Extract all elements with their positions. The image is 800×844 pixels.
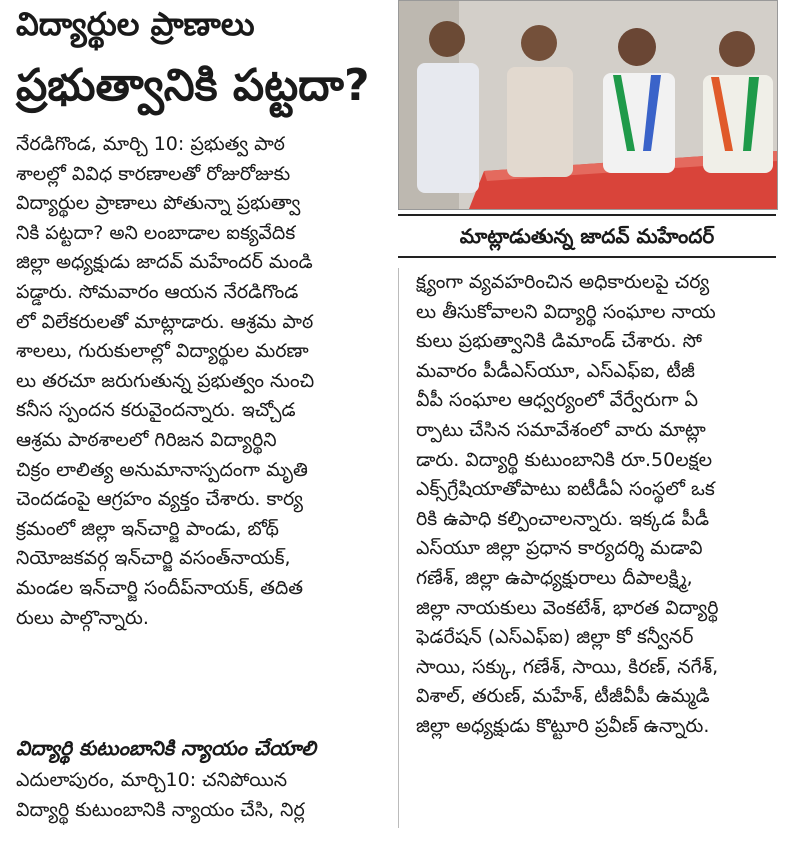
headline-line-2: ప్రభుత్వానికి పట్టదా? [16, 60, 370, 111]
text-line: రికి ఉపాధి కల్పించాలన్నారు. ఇక్కడ పీడీ [416, 507, 710, 530]
text-line: డారు. విద్యార్థి కుటుంబానికి రూ.50లక్షల [416, 448, 713, 471]
text-line: లు తీసుకోవాలని విద్యార్థి సంఘాల నాయ [416, 300, 716, 323]
text-line: ఎస్‌యూ జిల్లా ప్రధాన కార్యదర్శి మడావి [416, 537, 703, 560]
text-line: క్రమంలో జిల్లా ఇన్‌చార్జి పాండు, బోథ్ [16, 517, 279, 540]
text-line: నేరడిగొండ, మార్చి 10: ప్రభుత్వ పాఠ [16, 133, 285, 155]
text-line: చిక్రం లాలిత్య అనుమానాస్పదంగా మృతి [16, 458, 308, 481]
text-line: ఎక్స్‌గ్రేషియాతోపాటు ఐటీడీఏ సంస్థలో ఒక [416, 478, 715, 501]
text-line: రులు పాల్గొన్నారు. [16, 606, 149, 629]
left-column [16, 130, 388, 633]
text-line: క్ష్యంగా వ్యవహరించిన అధికారులపై చర్య [416, 271, 710, 293]
text-line: పడ్డారు. సోమవారం ఆయన నేరడిగొండ [16, 280, 299, 303]
text-line: చెందడంపై ఆగ్రహం వ్యక్తం చేశారు. కార్య [16, 488, 303, 511]
text-line: ఆశ్రమ పాఠశాలలో గిరిజన విద్యార్థిని [16, 428, 277, 451]
photo-illustration [399, 1, 777, 209]
text-line: లు తరచూ జరుగుతున్న ప్రభుత్వం నుంచి [16, 369, 315, 392]
left-column-second-story [16, 766, 388, 825]
right-column [416, 268, 778, 742]
text-line: లో విలేకరులతో మాట్లాడారు. ఆశ్రమ పాఠ [16, 310, 314, 333]
text-line: విశాల్, తరుణ్, మహేశ్, టీజీవీపీ ఉమ్మడి [416, 685, 710, 708]
text-line: మవారం పీడీఎస్‌యూ, ఎస్ఎఫ్ఐ, టీజీ [416, 359, 695, 382]
text-line: శాలల్లో వివిధ కారణాలతో రోజురోజుకు [16, 162, 291, 185]
text-line: ర్పాటు చేసిన సమావేశంలో వారు మాట్లా [416, 418, 706, 441]
text-line: వీపీ సంఘాల ఆధ్వర్యంలో వేర్వేరుగా ఏ [416, 389, 699, 412]
text-line: గణేశ్, జిల్లా ఉపాధ్యక్షురాలు దీపాలక్ష్మి, [416, 566, 693, 589]
subheading: విద్యార్థి కుటుంబానికి న్యాయం చేయాలి [16, 736, 316, 760]
text-line: మండల ఇన్‌చార్జి సందీప్‌నాయక్, తదిత [16, 576, 304, 599]
text-line: కులు ప్రభుత్వానికి డిమాండ్ చేశారు. సో [416, 330, 702, 353]
text-line: శాలలు, గురుకులాల్లో విద్యార్థుల మరణా [16, 340, 309, 363]
text-line: ఫెడరేషన్ (ఎస్ఎఫ్ఐ) జిల్లా కో కన్వీనర్ [416, 626, 694, 649]
text-line: విద్యార్థి కుటుంబానికి న్యాయం చేసి, నిర్ల [16, 798, 305, 821]
text-line: జిల్లా అధ్యక్షుడు జాదవ్ మహేందర్ మండి [16, 251, 313, 274]
text-line: ఎదులాపురం, మార్చి10: చనిపోయిన [16, 769, 288, 791]
text-line: నియోజకవర్గ ఇన్‌చార్జి వసంత్‌నాయక్, [16, 547, 291, 570]
headline-line-1: విద్యార్థుల ప్రాణాలు [16, 5, 255, 43]
photo-caption: మాట్లాడుతున్న జాదవ్ మహేందర్ [398, 214, 776, 258]
text-line: సాయి, సక్కు, గణేశ్, సాయి, కిరణ్, నగేశ్, [416, 655, 719, 678]
text-line: కనీస స్పందన కరువైందన్నారు. ఇచ్చోడ [16, 399, 296, 422]
text-line: విద్యార్థుల ప్రాణాలు పోతున్నా ప్రభుత్వా [16, 192, 301, 215]
news-photo [398, 0, 778, 210]
column-divider [398, 268, 399, 828]
text-line: జిల్లా నాయకులు వెంకటేశ్, భారత విద్యార్థి [416, 596, 719, 619]
text-line: నికి పట్టదా? అని లంబాడాల ఐక్యవేదిక [16, 221, 296, 244]
text-line: జిల్లా అధ్యక్షుడు కొట్టూరి ప్రవీణ్ ఉన్నారు. [416, 714, 710, 737]
